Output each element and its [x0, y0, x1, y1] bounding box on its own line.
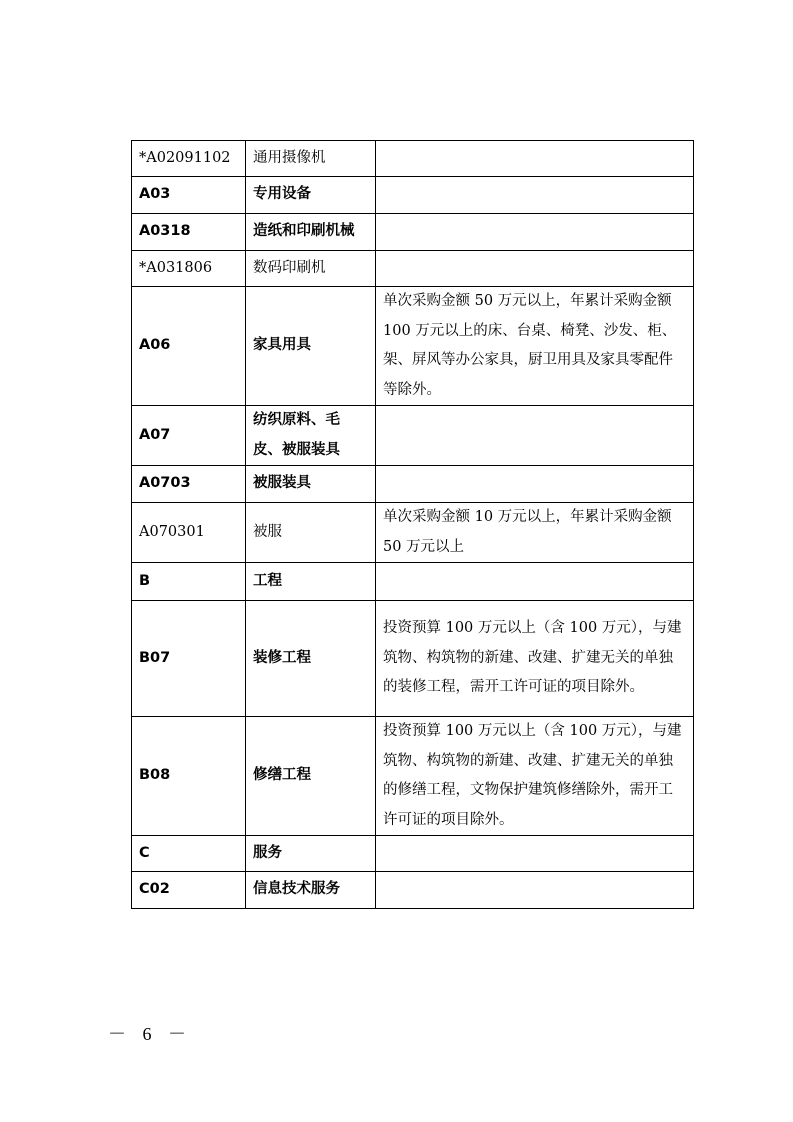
table-row: [132, 141, 694, 177]
item-code-cell: *A02091102: [132, 141, 246, 177]
table-row: [132, 836, 694, 872]
item-note-cell: [376, 466, 694, 503]
item-code-cell: A0318: [132, 214, 246, 251]
item-code-cell: A06: [132, 287, 246, 406]
table-row: [132, 251, 694, 287]
item-code-cell: A0703: [132, 466, 246, 503]
item-name-cell: 服务: [246, 836, 376, 872]
table-row: [132, 287, 694, 406]
item-name-cell: 被服: [246, 503, 376, 563]
page-number: － 6 －: [108, 1024, 192, 1044]
item-name-cell: 工程: [246, 563, 376, 601]
item-name-cell: 造纸和印刷机械: [246, 214, 376, 251]
item-note-cell: 投资预算 100 万元以上（含 100 万元），与建筑物、构筑物的新建、改建、扩建无关的单独的装修工程，需开工许可证的项目除外。: [376, 601, 694, 717]
item-note-cell: [376, 836, 694, 872]
item-code-cell: A070301: [132, 503, 246, 563]
table-row: [132, 406, 694, 466]
table-row: [132, 214, 694, 251]
table-row: [132, 872, 694, 909]
table-row: [132, 466, 694, 503]
item-note-cell: [376, 251, 694, 287]
item-note-cell: [376, 563, 694, 601]
item-name-cell: 数码印刷机: [246, 251, 376, 287]
item-code-cell: B08: [132, 717, 246, 836]
item-code-cell: A07: [132, 406, 246, 466]
item-note-cell: [376, 214, 694, 251]
item-code-cell: C02: [132, 872, 246, 909]
table-row: [132, 717, 694, 836]
procurement-catalog-table: [131, 140, 694, 909]
item-note-cell: 投资预算 100 万元以上（含 100 万元），与建筑物、构筑物的新建、改建、扩建无关的单独的修缮工程，文物保护建筑修缮除外，需开工许可证的项目除外。: [376, 717, 694, 836]
item-name-cell: 纺织原料、毛皮、被服装具: [246, 406, 376, 466]
item-note-cell: [376, 177, 694, 214]
item-name-cell: 通用摄像机: [246, 141, 376, 177]
table-row: [132, 601, 694, 717]
catalog-table-body: [132, 141, 694, 909]
item-note-cell: 单次采购金额 10 万元以上，年累计采购金额 50 万元以上: [376, 503, 694, 563]
item-code-cell: C: [132, 836, 246, 872]
item-code-cell: *A031806: [132, 251, 246, 287]
item-name-cell: 被服装具: [246, 466, 376, 503]
item-note-cell: 单次采购金额 50 万元以上，年累计采购金额 100 万元以上的床、台桌、椅凳、沙发、柜、架、屏风等办公家具，厨卫用具及家具零配件等除外。: [376, 287, 694, 406]
item-code-cell: B: [132, 563, 246, 601]
table-row: [132, 503, 694, 563]
item-note-cell: [376, 406, 694, 466]
table-row: [132, 177, 694, 214]
item-name-cell: 信息技术服务: [246, 872, 376, 909]
item-name-cell: 家具用具: [246, 287, 376, 406]
item-name-cell: 专用设备: [246, 177, 376, 214]
item-note-cell: [376, 872, 694, 909]
table-row: [132, 563, 694, 601]
item-name-cell: 装修工程: [246, 601, 376, 717]
item-code-cell: B07: [132, 601, 246, 717]
item-note-cell: [376, 141, 694, 177]
item-code-cell: A03: [132, 177, 246, 214]
item-name-cell: 修缮工程: [246, 717, 376, 836]
